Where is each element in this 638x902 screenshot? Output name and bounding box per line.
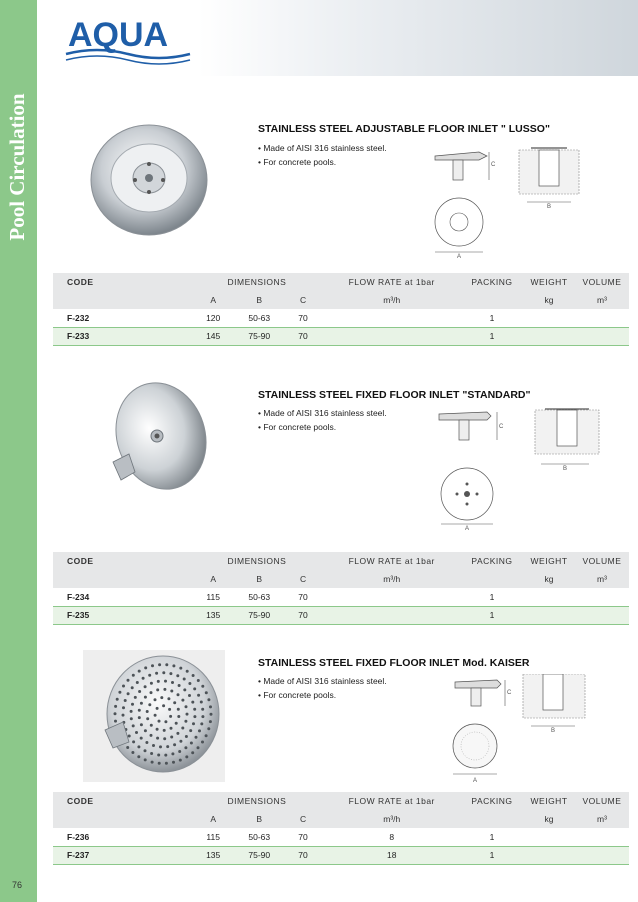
col-code: CODE — [53, 552, 191, 570]
product-bullets — [258, 406, 387, 434]
bullet-material: • Made of AISI 316 stainless steel. — [258, 143, 387, 153]
bullet-usage: • For concrete pools. — [258, 422, 337, 432]
col-volume: VOLUME — [575, 792, 629, 810]
col-dim-b: B — [235, 291, 283, 309]
spec-table-kaiser — [53, 792, 629, 865]
flow-unit: m³/h — [323, 810, 461, 828]
col-weight: WEIGHT — [523, 552, 575, 570]
table-row: F-232 120 50-63 70 1 — [53, 309, 629, 327]
col-dim-a: A — [191, 570, 235, 588]
col-flow: FLOW RATE at 1bar — [323, 552, 461, 570]
col-volume: VOLUME — [575, 552, 629, 570]
table-row: F-233 145 75-90 70 1 — [53, 327, 629, 345]
spec-table-lusso — [53, 273, 629, 346]
col-dim-c: C — [283, 291, 322, 309]
kaiser-technical-drawing — [451, 674, 621, 786]
col-dim-a: A — [191, 291, 235, 309]
flow-unit: m³/h — [323, 291, 461, 309]
svg-text:B: B — [563, 466, 568, 472]
kaiser-photo — [83, 650, 225, 782]
col-volume: VOLUME — [575, 273, 629, 291]
product-standard — [37, 380, 638, 630]
section-title: Pool Circulation — [5, 93, 29, 241]
col-dim-a: A — [191, 810, 235, 828]
flow-unit: m³/h — [323, 570, 461, 588]
col-dimensions: DIMENSIONS — [191, 792, 322, 810]
col-dim-c: C — [283, 810, 322, 828]
svg-text:A: A — [465, 526, 470, 532]
product-kaiser — [37, 648, 638, 878]
col-dim-b: B — [235, 810, 283, 828]
weight-unit: kg — [523, 570, 575, 588]
lusso-photo — [87, 120, 212, 240]
col-code: CODE — [53, 792, 191, 810]
svg-text:B: B — [547, 204, 552, 210]
col-dim-b: B — [235, 570, 283, 588]
aqua-logo — [62, 10, 192, 70]
col-weight: WEIGHT — [523, 792, 575, 810]
weight-unit: kg — [523, 291, 575, 309]
lusso-technical-drawing — [427, 146, 597, 258]
page-number: 76 — [12, 880, 23, 890]
bullet-usage: • For concrete pools. — [258, 157, 337, 167]
volume-unit: m³ — [575, 291, 629, 309]
product-lusso — [37, 110, 638, 350]
col-dim-c: C — [283, 570, 322, 588]
product-bullets — [258, 141, 387, 169]
col-packing: PACKING — [461, 273, 523, 291]
col-flow: FLOW RATE at 1bar — [323, 273, 461, 291]
bullet-usage: • For concrete pools. — [258, 690, 337, 700]
table-row: F-234 115 50-63 70 1 — [53, 588, 629, 606]
col-dimensions: DIMENSIONS — [191, 552, 322, 570]
product-bullets — [258, 674, 387, 702]
header-band — [198, 0, 638, 76]
table-row: F-237 135 75-90 70 18 1 — [53, 846, 629, 864]
svg-text:C: C — [491, 162, 496, 168]
product-title: STAINLESS STEEL ADJUSTABLE FLOOR INLET " LUSSO" — [258, 123, 550, 135]
col-dimensions: DIMENSIONS — [191, 273, 322, 291]
col-code: CODE — [53, 273, 191, 291]
svg-text:C: C — [507, 690, 512, 696]
svg-text:A: A — [473, 778, 478, 784]
table-row: F-236 115 50-63 70 8 1 — [53, 828, 629, 846]
svg-text:B: B — [551, 728, 556, 734]
col-packing: PACKING — [461, 552, 523, 570]
col-weight: WEIGHT — [523, 273, 575, 291]
svg-text:C: C — [499, 424, 504, 430]
volume-unit: m³ — [575, 810, 629, 828]
table-row: F-235 135 75-90 70 1 — [53, 606, 629, 624]
col-flow: FLOW RATE at 1bar — [323, 792, 461, 810]
svg-text:AQUA: AQUA — [68, 16, 169, 54]
standard-technical-drawing — [435, 408, 615, 532]
col-packing: PACKING — [461, 792, 523, 810]
spec-table-standard — [53, 552, 629, 625]
volume-unit: m³ — [575, 570, 629, 588]
bullet-material: • Made of AISI 316 stainless steel. — [258, 408, 387, 418]
product-title: STAINLESS STEEL FIXED FLOOR INLET Mod. KAISER — [258, 657, 530, 669]
svg-text:A: A — [457, 254, 462, 258]
standard-photo — [99, 380, 209, 498]
bullet-material: • Made of AISI 316 stainless steel. — [258, 676, 387, 686]
product-title: STAINLESS STEEL FIXED FLOOR INLET "STANDARD" — [258, 389, 531, 401]
weight-unit: kg — [523, 810, 575, 828]
